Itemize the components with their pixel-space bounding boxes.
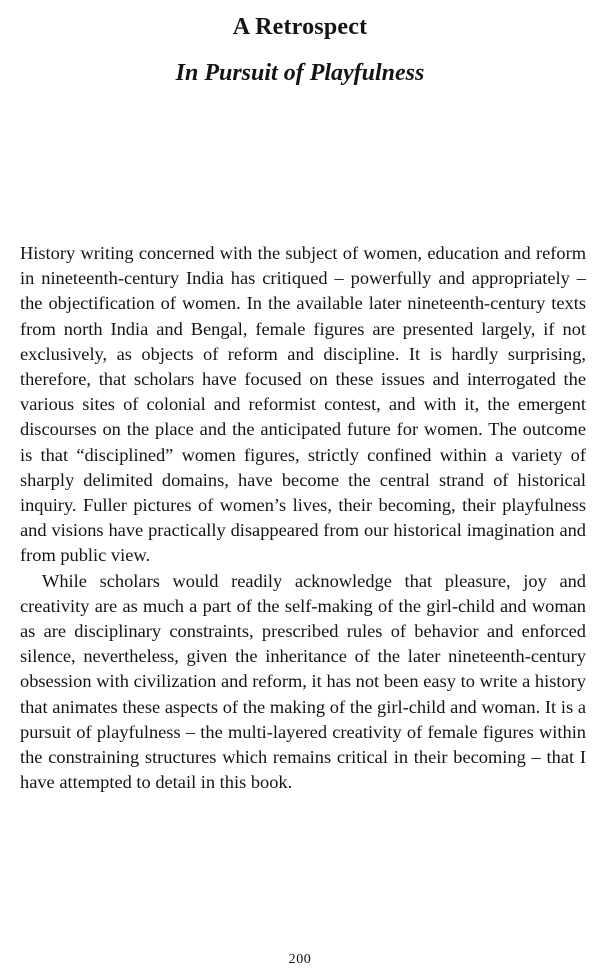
paragraph-2: While scholars would readily acknowledge that pleasure, joy and creativity are as much a part of the self-making of the girl-child and woman as are disciplinary constraints, prescribed rules of behavior and enforced silence, nevertheless, given the inheritance of the later nineteenth-century obsession with civilization and reform, it has not been easy to write a history that animates these aspects of the making of the girl-child and woman. It is a pursuit of playfulness – the multi-layered creativity of female figures within the constraining structures which remains critical in their becoming – that I have attempted to detail in this book.	[20, 570, 586, 793]
chapter-title: A Retrospect	[232, 14, 368, 40]
body-text	[20, 241, 586, 795]
page-number: 200	[288, 952, 312, 967]
chapter-subtitle: In Pursuit of Playfulness	[175, 60, 425, 86]
paragraph-1: History writing concerned with the subject of women, education and reform in nineteenth-century India has critiqued – powerfully and appropriately – the objectification of women. In the available later nineteenth-century texts from north India and Bengal, female figures are presented largely, if not exclusively, as objects of reform and discipline. It is hardly surprising, therefore, that scholars have focused on these issues and interrogated the various sites of colonial and reformist contest, and with it, the emergent discourses on the place and the anticipated future for women. The outcome is that “disciplined” women figures, strictly confined within a variety of sharply delimited domains, have become the central strand of historical inquiry. Fuller pictures of women’s lives, their becoming, their playfulness and visions have practically disappeared from our historical imagination and from public view.	[20, 243, 586, 566]
